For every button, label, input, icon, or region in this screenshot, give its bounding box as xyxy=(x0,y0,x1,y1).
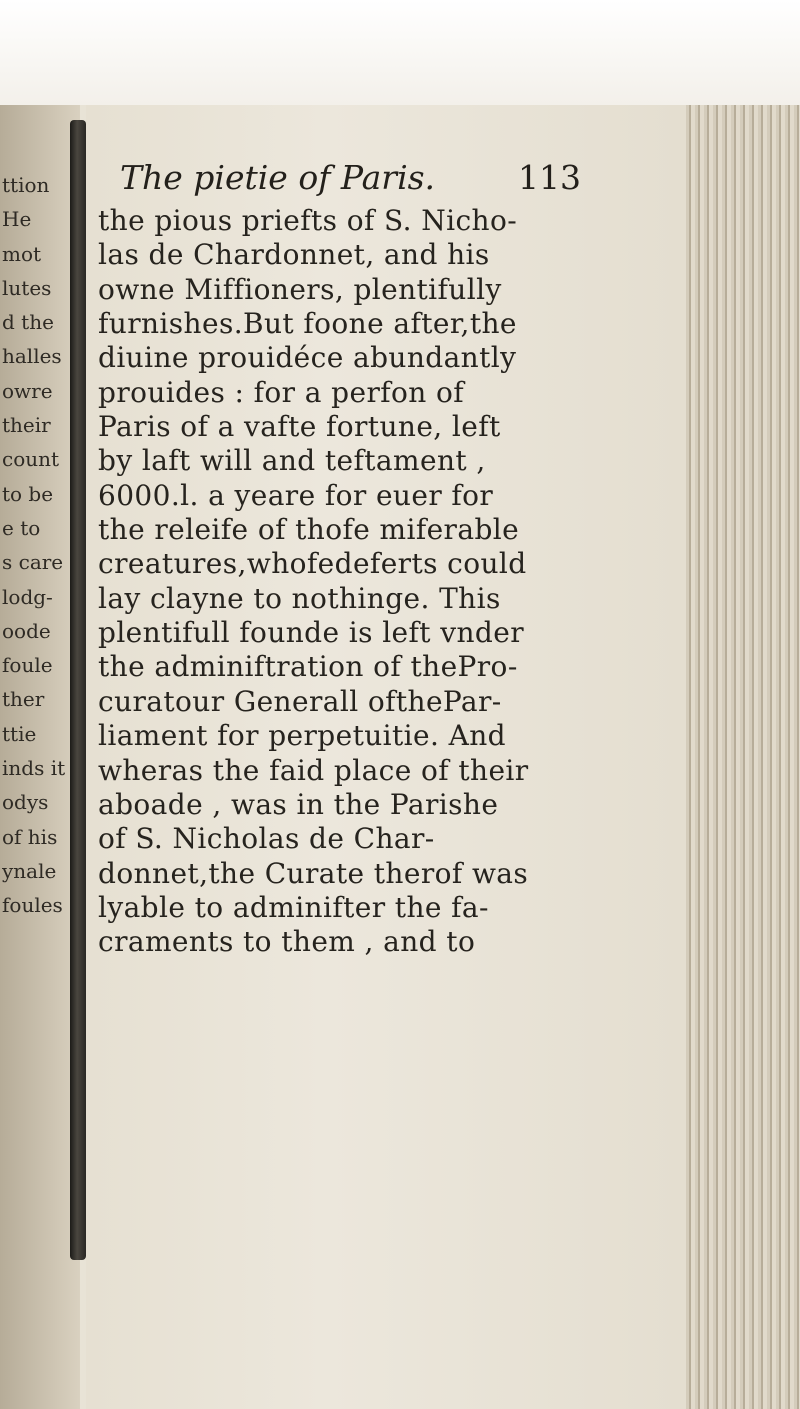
text-line: furnishes.But foone after,the xyxy=(98,307,517,341)
fragment: lodg- xyxy=(2,584,53,609)
text-line: the releife of thofe miferable xyxy=(98,513,520,547)
text-line: lyable to adminifter the fa- xyxy=(98,890,489,924)
text-line: owne Miffioners, plentifully xyxy=(98,272,502,306)
fragment: lutes xyxy=(2,275,52,300)
facing-page-fragments xyxy=(2,168,68,923)
text-line: of S. Nicholas de Char- xyxy=(98,822,435,856)
fragment: oode xyxy=(2,618,51,643)
fragment: their xyxy=(2,413,51,438)
fragment: foules xyxy=(2,893,63,918)
text-line: the adminiftration of thePro- xyxy=(98,650,518,684)
fragment: d the xyxy=(2,310,54,335)
fragment: to be xyxy=(2,481,54,506)
text-line: Paris of a vafte fortune, left xyxy=(98,410,501,444)
fragment: odys xyxy=(2,790,49,815)
text-line: lay clayne to nothinge. This xyxy=(98,581,501,615)
text-line: donnet,the Curate therof was xyxy=(98,856,529,890)
fragment: owre xyxy=(2,378,53,403)
fragment: s care xyxy=(2,550,64,575)
book-gutter xyxy=(70,120,86,1260)
text-line: creatures,whofedeferts could xyxy=(98,547,527,581)
fragment: halles xyxy=(2,344,62,369)
fragment: ttion xyxy=(2,173,50,197)
fragment: ther xyxy=(2,687,45,712)
text-line: prouides : for a perfon of xyxy=(98,375,465,409)
body-text xyxy=(98,204,658,960)
running-head xyxy=(120,158,581,204)
fragment: ttie xyxy=(2,721,37,746)
scan-background-top xyxy=(0,0,800,105)
fragment: foule xyxy=(2,653,53,678)
page-number: 113 xyxy=(518,158,581,197)
running-head-title: The pietie of Paris. xyxy=(120,158,436,197)
text-line: diuine prouidéce abundantly xyxy=(98,341,517,375)
text-line: liament for perpetuitie. And xyxy=(98,719,506,753)
text-line: las de Chardonnet, and his xyxy=(98,238,490,272)
fragment: ynale xyxy=(2,858,57,883)
fragment: of his xyxy=(2,824,58,849)
text-line: aboade , was in the Parishe xyxy=(98,787,499,821)
text-line: craments to them , and to xyxy=(98,925,476,959)
text-line: wheras the faid place of their xyxy=(98,753,529,787)
fragment: He xyxy=(2,207,32,232)
text-line: curatour Generall ofthePar- xyxy=(98,684,502,718)
fragment: e to xyxy=(2,515,41,540)
text-line: plentifull founde is left vnder xyxy=(98,616,524,650)
fragment: inds it xyxy=(2,756,66,781)
text-line: by laft will and teftament , xyxy=(98,444,486,478)
fragment: count xyxy=(2,447,60,472)
text-line: 6000.l. a yeare for euer for xyxy=(98,478,494,512)
page-stack-edges xyxy=(686,105,800,1409)
text-line: the pious priefts of S. Nicho- xyxy=(98,204,518,237)
fragment: mot xyxy=(2,241,42,266)
